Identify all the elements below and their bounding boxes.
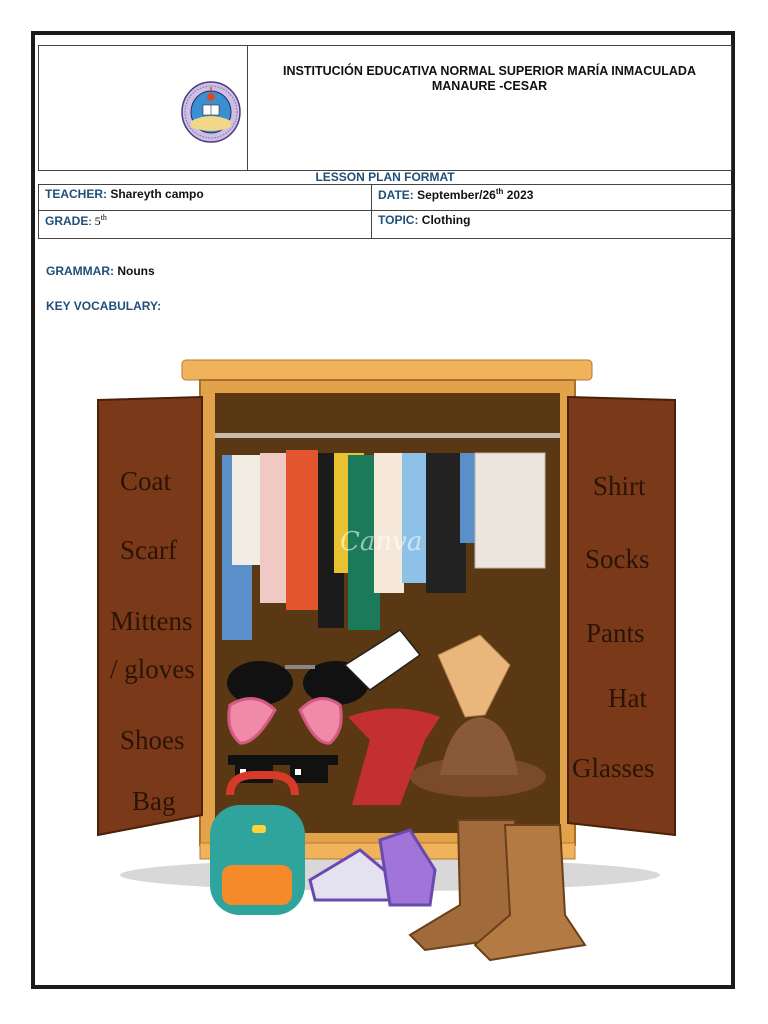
school-seal-logo bbox=[181, 81, 241, 143]
white-jacket bbox=[475, 453, 545, 568]
header-table bbox=[38, 45, 732, 171]
word-scarf: Scarf bbox=[120, 535, 177, 565]
date-label: DATE: bbox=[378, 188, 414, 202]
lesson-plan-title: LESSON PLAN FORMAT bbox=[315, 170, 455, 184]
key-vocabulary-label: KEY VOCABULARY: bbox=[46, 299, 162, 313]
date-value-year: 2023 bbox=[503, 188, 534, 202]
date-value bbox=[417, 188, 533, 202]
word-hat: Hat bbox=[608, 683, 647, 713]
word-glasses: Glasses bbox=[572, 753, 655, 783]
word-bag: Bag bbox=[132, 786, 176, 816]
word-gloves: / gloves bbox=[110, 654, 195, 684]
light-blue-shirt bbox=[402, 453, 426, 583]
word-socks: Socks bbox=[585, 544, 650, 574]
grammar-label: GRAMMAR: bbox=[46, 264, 114, 278]
wardrobe-top-trim bbox=[182, 360, 592, 380]
date-value-main: September/26 bbox=[417, 188, 496, 202]
orange-jacket bbox=[286, 450, 318, 610]
grade-value bbox=[88, 214, 107, 228]
topic-value: Clothing bbox=[421, 213, 471, 227]
wardrobe-illustration bbox=[90, 345, 700, 985]
school-name-cell bbox=[248, 46, 732, 171]
topic-label: TOPIC: bbox=[378, 213, 419, 227]
grade-label: GRADE bbox=[45, 214, 89, 228]
school-name-line2: MANAURE -CESAR bbox=[431, 79, 548, 93]
key-vocabulary-line bbox=[46, 299, 161, 313]
grade-value-ordinal: th bbox=[100, 213, 107, 222]
teacher-cell bbox=[39, 185, 372, 211]
date-cell bbox=[372, 185, 732, 211]
hanging-rod bbox=[215, 433, 560, 438]
school-name-line1: INSTITUCIÓN EDUCATIVA NORMAL SUPERIOR MARÍA INMACULADA bbox=[283, 64, 696, 78]
canva-watermark: Canva bbox=[340, 527, 423, 557]
topic-cell bbox=[372, 211, 732, 239]
teacher-label: TEACHER: bbox=[45, 187, 107, 201]
pink-coat bbox=[260, 453, 290, 603]
date-value-ordinal: th bbox=[495, 187, 504, 196]
grade-value-main: : 5 bbox=[88, 214, 101, 228]
cream-shirt bbox=[374, 453, 404, 593]
word-pants: Pants bbox=[586, 618, 645, 648]
word-shoes: Shoes bbox=[120, 725, 185, 755]
grade-cell bbox=[39, 211, 372, 239]
grammar-line bbox=[46, 264, 155, 278]
word-shirt: Shirt bbox=[593, 471, 646, 501]
word-mittens: Mittens bbox=[110, 606, 193, 636]
logo-cell bbox=[39, 46, 248, 171]
teacher-value: Shareyth campo bbox=[110, 187, 204, 201]
word-coat: Coat bbox=[120, 466, 171, 496]
grammar-value: Nouns bbox=[117, 264, 155, 278]
info-table bbox=[38, 184, 732, 239]
